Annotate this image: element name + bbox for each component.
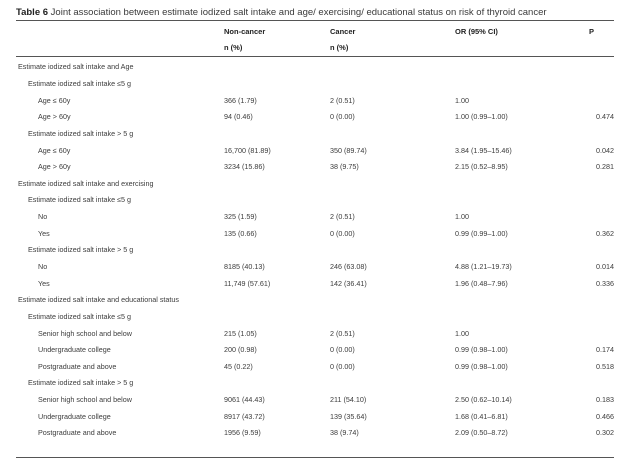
p-value-cell: 0.362 — [596, 228, 614, 238]
table-row — [16, 242, 614, 259]
p-value-cell: 0.336 — [596, 278, 614, 288]
or-cell — [455, 175, 582, 192]
p-value-cell — [582, 242, 614, 259]
cancer-cell — [330, 76, 455, 93]
row-label: Estimate iodized salt intake and educational status — [18, 295, 180, 305]
p-value-cell — [582, 76, 614, 93]
noncancer-cell: 94 (0.46) — [224, 112, 253, 122]
cancer-cell — [330, 309, 455, 326]
p-value-cell — [582, 175, 614, 192]
table-row — [16, 126, 614, 143]
or-cell — [455, 59, 582, 76]
row-label: Postgraduate and above — [38, 428, 117, 438]
p-value-cell: 0.518 — [596, 361, 614, 371]
p-value-cell — [582, 292, 614, 309]
p-value-cell: 0.474 — [596, 112, 614, 122]
cancer-cell: 2 (0.51) — [330, 212, 355, 222]
p-value-cell — [582, 92, 614, 109]
or-cell: 0.99 (0.98–1.00) — [455, 345, 508, 355]
cancer-cell — [330, 292, 455, 309]
or-cell — [455, 375, 582, 392]
table-row — [16, 425, 614, 442]
table-row — [16, 375, 614, 392]
header-cancer-title: Cancer — [330, 27, 356, 36]
noncancer-cell — [224, 309, 330, 326]
row-label: Estimate iodized salt intake > 5 g — [28, 245, 134, 255]
row-label: Estimate iodized salt intake > 5 g — [28, 128, 134, 138]
table-body — [16, 59, 614, 442]
table-caption-text: Joint association between estimate iodized salt intake and age/ exercising/ educational status on risk of thyroid cancer — [50, 7, 547, 18]
row-label: Estimate iodized salt intake ≤5 g — [28, 78, 132, 88]
p-value-cell: 0.174 — [596, 345, 614, 355]
row-label: Senior high school and below — [38, 328, 132, 338]
cancer-cell: 211 (54.10) — [330, 395, 367, 405]
or-cell — [455, 309, 582, 326]
row-label: No — [38, 212, 48, 222]
row-label: Yes — [38, 228, 50, 238]
noncancer-cell — [224, 375, 330, 392]
p-value-cell — [582, 325, 614, 342]
noncancer-cell: 11,749 (57.61) — [224, 278, 271, 288]
noncancer-cell: 215 (1.05) — [224, 328, 257, 338]
or-cell: 3.84 (1.95–15.46) — [455, 145, 512, 155]
cancer-cell: 38 (9.74) — [330, 428, 359, 438]
cancer-cell: 142 (36.41) — [330, 278, 367, 288]
cancer-cell — [330, 242, 455, 259]
or-cell — [455, 292, 582, 309]
or-cell: 1.68 (0.41–6.81) — [455, 411, 508, 421]
p-value-cell: 0.281 — [596, 162, 614, 172]
cancer-cell: 0 (0.00) — [330, 345, 355, 355]
cancer-cell — [330, 175, 455, 192]
row-label: Age > 60y — [38, 162, 71, 172]
table-header-rule — [16, 56, 614, 57]
cancer-cell — [330, 375, 455, 392]
noncancer-cell — [224, 76, 330, 93]
table-row — [16, 408, 614, 425]
row-label: Age ≤ 60y — [38, 145, 71, 155]
cancer-cell: 0 (0.00) — [330, 228, 355, 238]
or-cell — [455, 192, 582, 209]
or-cell: 4.88 (1.21–19.73) — [455, 262, 512, 271]
table-row — [16, 342, 614, 359]
table-row — [16, 392, 614, 409]
noncancer-cell — [224, 292, 330, 309]
row-label: Undergraduate college — [38, 411, 111, 421]
row-label: No — [38, 262, 48, 271]
table-row — [16, 109, 614, 126]
cancer-cell: 2 (0.51) — [330, 95, 355, 105]
p-value-cell: 0.183 — [596, 395, 614, 405]
noncancer-cell: 8185 (40.13) — [224, 262, 265, 271]
table-row — [16, 159, 614, 176]
table-row — [16, 92, 614, 109]
or-cell: 1.00 — [455, 328, 469, 338]
table-row — [16, 59, 614, 76]
cancer-cell: 0 (0.00) — [330, 361, 355, 371]
table-row — [16, 76, 614, 93]
or-cell: 2.50 (0.62–10.14) — [455, 395, 512, 405]
row-label: Yes — [38, 278, 50, 288]
table-caption — [16, 6, 616, 20]
row-label: Undergraduate college — [38, 345, 111, 355]
header-or: OR (95% CI) — [455, 27, 498, 36]
noncancer-cell: 45 (0.22) — [224, 361, 253, 371]
table-row — [16, 325, 614, 342]
p-value-cell — [582, 309, 614, 326]
or-cell: 0.99 (0.98–1.00) — [455, 361, 508, 371]
noncancer-cell — [224, 59, 330, 76]
table-row — [16, 359, 614, 376]
p-value-cell — [582, 59, 614, 76]
or-cell — [455, 76, 582, 93]
table-row — [16, 192, 614, 209]
p-value-cell: 0.302 — [596, 428, 614, 438]
row-label: Age ≤ 60y — [38, 95, 71, 105]
or-cell — [455, 242, 582, 259]
row-label: Estimate iodized salt intake ≤5 g — [28, 195, 132, 205]
table-row — [16, 209, 614, 226]
or-cell — [455, 126, 582, 143]
header-cancer-unit: n (%) — [330, 43, 349, 52]
row-label: Estimate iodized salt intake > 5 g — [28, 378, 134, 388]
cancer-cell: 0 (0.00) — [330, 112, 355, 122]
p-value-cell — [582, 209, 614, 226]
cancer-cell: 2 (0.51) — [330, 328, 355, 338]
noncancer-cell: 8917 (43.72) — [224, 411, 265, 421]
p-value-cell — [582, 192, 614, 209]
or-cell: 2.15 (0.52–8.95) — [455, 162, 508, 172]
header-noncancer-unit: n (%) — [224, 43, 243, 52]
noncancer-cell — [224, 126, 330, 143]
cancer-cell: 139 (35.64) — [330, 411, 367, 421]
header-p: P — [589, 27, 595, 36]
row-label: Estimate iodized salt intake and Age — [18, 62, 134, 72]
table-caption-label: Table 6 — [16, 7, 49, 18]
cancer-cell — [330, 126, 455, 143]
noncancer-cell: 16,700 (81.89) — [224, 145, 271, 155]
noncancer-cell: 1956 (9.59) — [224, 428, 261, 438]
noncancer-cell — [224, 175, 330, 192]
table-row — [16, 259, 614, 276]
or-cell: 1.00 — [455, 95, 469, 105]
row-label: Age > 60y — [38, 112, 71, 122]
noncancer-cell — [224, 242, 330, 259]
row-label: Postgraduate and above — [38, 361, 117, 371]
cancer-cell — [330, 192, 455, 209]
table-row — [16, 142, 614, 159]
table-row — [16, 225, 614, 242]
cancer-cell: 38 (9.75) — [330, 162, 359, 172]
row-label: Estimate iodized salt intake ≤5 g — [28, 311, 132, 321]
noncancer-cell: 3234 (15.86) — [224, 162, 265, 172]
table-row — [16, 292, 614, 309]
table-bottom-rule — [16, 457, 614, 458]
table-top-rule — [16, 20, 614, 21]
cancer-cell: 246 (63.08) — [330, 262, 367, 271]
header-noncancer-title: Non-cancer — [224, 27, 266, 36]
p-value-cell — [582, 126, 614, 143]
cancer-cell: 350 (89.74) — [330, 145, 367, 155]
noncancer-cell — [224, 192, 330, 209]
data-table — [16, 59, 614, 442]
table-row — [16, 309, 614, 326]
noncancer-cell: 200 (0.98) — [224, 345, 257, 355]
p-value-cell: 0.042 — [596, 145, 614, 155]
or-cell: 1.96 (0.48–7.96) — [455, 278, 508, 288]
table-row — [16, 275, 614, 292]
or-cell: 0.99 (0.99–1.00) — [455, 228, 508, 238]
or-cell: 2.09 (0.50–8.72) — [455, 428, 508, 438]
cancer-cell — [330, 59, 455, 76]
p-value-cell: 0.466 — [596, 411, 614, 421]
noncancer-cell: 9061 (44.43) — [224, 395, 265, 405]
noncancer-cell: 366 (1.79) — [224, 95, 257, 105]
or-cell: 1.00 — [455, 212, 469, 222]
p-value-cell: 0.014 — [596, 262, 614, 271]
table-row — [16, 175, 614, 192]
p-value-cell — [582, 375, 614, 392]
row-label: Senior high school and below — [38, 395, 132, 405]
noncancer-cell: 135 (0.66) — [224, 228, 257, 238]
row-label: Estimate iodized salt intake and exercising — [18, 178, 154, 188]
or-cell: 1.00 (0.99–1.00) — [455, 112, 508, 122]
noncancer-cell: 325 (1.59) — [224, 212, 257, 222]
